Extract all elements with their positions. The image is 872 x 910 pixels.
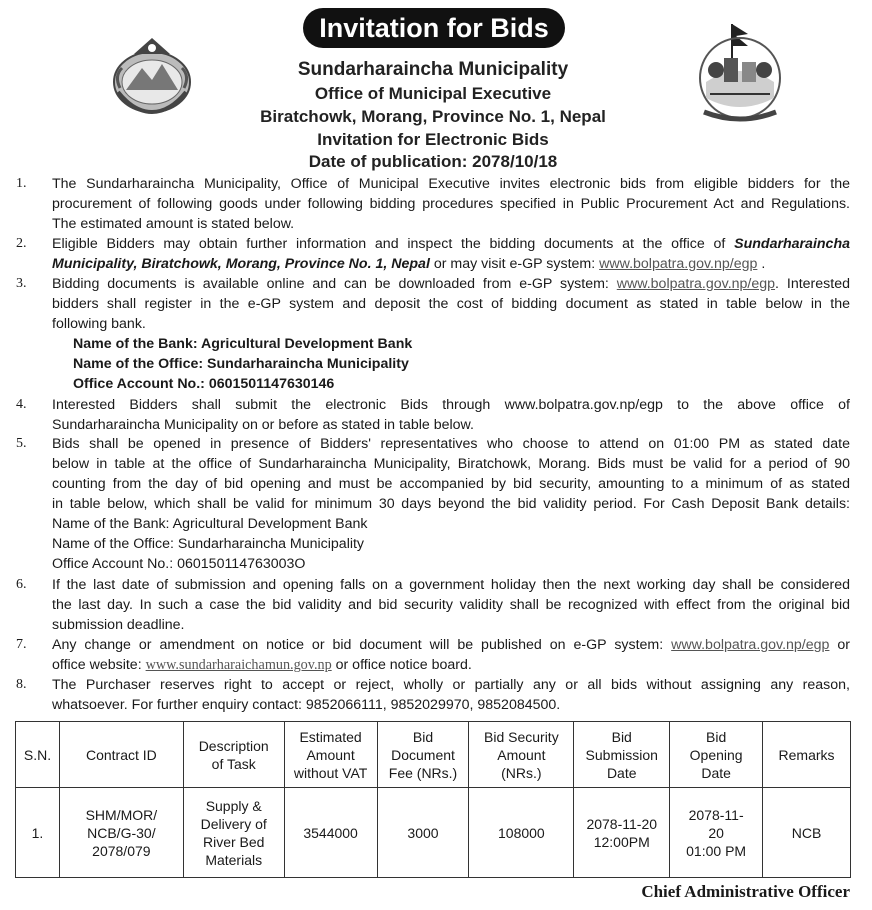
item-text: or office notice board. [331, 657, 472, 673]
item-number: 1. [16, 176, 27, 191]
item-text: whatsoever. For further enquiry contact: 9852066111, 9852029970, 9852084500. [52, 697, 561, 713]
item-number: 4. [16, 397, 27, 412]
egp-link[interactable]: www.bolpatra.gov.np/egp [599, 256, 758, 272]
item-text: following bank. [52, 316, 146, 332]
item-text: office website: [52, 657, 146, 673]
item-text: Name of the Bank: Agricultural Development Bank [52, 516, 368, 532]
item-text: Name of the Office: Sundarharaincha Municipality [52, 536, 365, 552]
item-text: bidders shall register in the e-GP system and deposit the cost of bidding document as stated in table below in the [52, 296, 850, 312]
organization-name: Sundarharaincha Municipality [297, 59, 569, 80]
office-address: Biratchowk, Morang, Province No. 1, Nepal [260, 107, 606, 126]
cell-opening-date: 2078-11- 20 01:00 PM [670, 788, 763, 878]
item-text: Interested Bidders shall submit the electronic Bids through www.bolpatra.gov.np/egp to the above office of [52, 397, 850, 413]
cell-bid-security: 108000 [469, 788, 574, 878]
column-header-remarks: Remarks [763, 722, 851, 788]
egp-link[interactable]: www.bolpatra.gov.np/egp [671, 637, 830, 653]
municipality-logo-icon [690, 20, 790, 124]
cell-document-fee: 3000 [377, 788, 469, 878]
column-header-contract-id: Contract ID [59, 722, 183, 788]
item-text: below in table at the office of Sundarharaincha Municipality, Biratchowk, Morang. Bids must be valid for a period of 90 [52, 456, 850, 472]
office-name-emphasis: Sundarharaincha [734, 236, 851, 252]
item-number: 3. [16, 276, 27, 291]
item-text: Eligible Bidders may obtain further information and inspect the bidding documents at the office of [52, 236, 726, 252]
column-header-bid-security: Bid Security Amount (NRs.) [469, 722, 574, 788]
office-address-emphasis: Municipality, Biratchowk, Morang, Province No. 1, Nepal [52, 256, 430, 272]
item-text: or may visit e-GP system: [429, 256, 600, 272]
cell-contract-id: SHM/MOR/ NCB/G-30/ 2078/079 [59, 788, 183, 878]
office-name: Office of Municipal Executive [314, 84, 552, 103]
column-header-opening-date: Bid Opening Date [670, 722, 763, 788]
column-header-submission-date: Bid Submission Date [574, 722, 670, 788]
cell-description: Supply & Delivery of River Bed Materials [183, 788, 284, 878]
item-number: 8. [16, 677, 27, 692]
item-text: Any change or amendment on notice or bid document will be published on e-GP system: [52, 637, 672, 653]
item-text: in table below, which shall be valid for minimum 30 days beyond the bid validity period. For Cash Deposit Bank details: [52, 496, 850, 512]
publication-date: Date of publication: 2078/10/18 [308, 152, 558, 171]
item-text: or [829, 637, 850, 653]
cell-estimated-amount: 3544000 [284, 788, 377, 878]
item-text: counting from the day of bid opening and must be accompanied by bid security, amounting to a minimum of as stated [52, 476, 850, 492]
item-text: procurement of following goods under following bidding procedures specified in Public Procurement Act and Regulations. [52, 196, 850, 212]
column-header-estimated-amount: Estimated Amount without VAT [284, 722, 377, 788]
table-row [16, 788, 851, 878]
cell-remarks: NCB [763, 788, 851, 878]
item-text: If the last date of submission and opening falls on a government holiday then the next working day shall be considered [52, 577, 850, 593]
item-text: . [757, 256, 766, 272]
cell-submission-date: 2078-11-20 12:00PM [574, 788, 670, 878]
item-number: 2. [16, 236, 27, 251]
item-number: 7. [16, 637, 27, 652]
bank-account: Office Account No.: 0601501147630146 [73, 376, 335, 392]
bid-table [15, 721, 851, 878]
item-text: Office Account No.: 060150114763003O [52, 556, 306, 572]
column-header-sn: S.N. [16, 722, 60, 788]
egp-link[interactable]: www.bolpatra.gov.np/egp [616, 276, 776, 292]
item-text: submission deadline. [52, 617, 185, 633]
bank-name: Name of the Bank: Agricultural Development Bank [73, 336, 413, 352]
cell-sn: 1. [16, 788, 60, 878]
table-header-row [16, 722, 851, 788]
item-text: . Interested [775, 276, 850, 292]
item-text: The estimated amount is stated below. [52, 216, 295, 232]
signoff: Chief Administrative Officer [641, 882, 850, 901]
office-website-link[interactable]: www.sundarharaichamun.gov.np [145, 657, 332, 673]
item-text: Sundarharaincha Municipality on or before as stated in table below. [52, 417, 474, 433]
bank-office: Name of the Office: Sundarharaincha Municipality [73, 356, 409, 372]
notice-type: Invitation for Electronic Bids [317, 130, 549, 149]
column-header-description: Description of Task [183, 722, 284, 788]
notice-banner: Invitation for Bids [303, 8, 565, 48]
item-text: The Sundarharaincha Municipality, Office of Municipal Executive invites electronic bids from eligible bidders for the [52, 176, 850, 192]
item-text: the last day. In such a case the bid validity and bid security validity shall be recognized with effect from the original bid [52, 597, 850, 613]
item-text: Bids shall be opened in presence of Bidders' representatives who choose to attend on 01:00 PM as stated date [52, 436, 850, 452]
column-header-document-fee: Bid Document Fee (NRs.) [377, 722, 469, 788]
item-number: 5. [16, 436, 27, 451]
item-text: The Purchaser reserves right to accept or reject, wholly or partially any or all bids without assigning any reason, [52, 677, 850, 693]
item-text: Bidding documents is available online and can be downloaded from e-GP system: [52, 276, 617, 292]
item-number: 6. [16, 577, 27, 592]
